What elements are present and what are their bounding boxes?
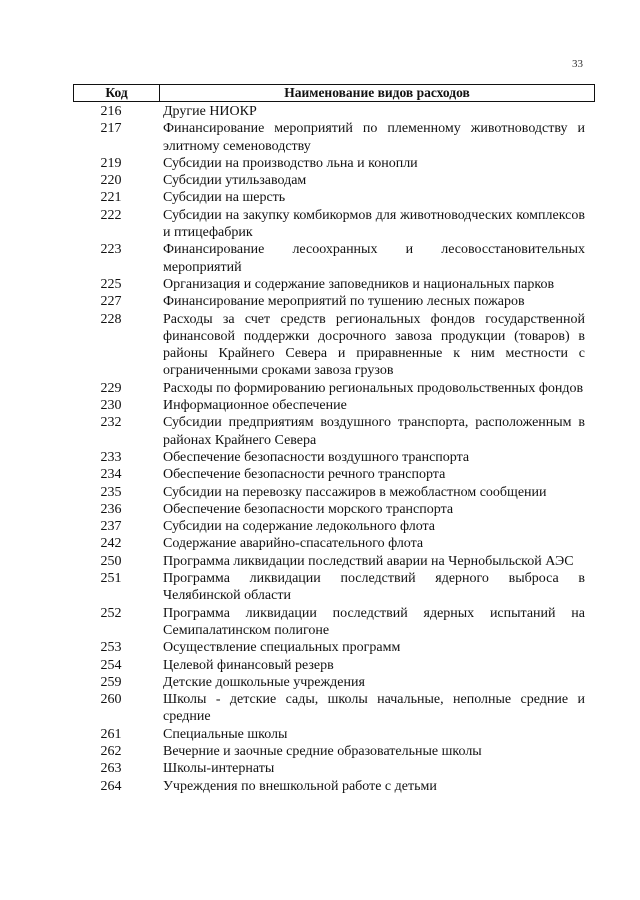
row-name: Обеспечение безопасности речного транспорта <box>163 467 446 483</box>
row-code: 262 <box>100 743 122 759</box>
row-name: Субсидии на шерсть <box>163 190 286 206</box>
row-name: Субсидии на закупку комбикормов для животноводческих комплексов и птицефабрик <box>163 207 585 241</box>
row-name: Вечерние и заочные средние образовательные школы <box>163 743 482 759</box>
table-row <box>73 103 595 120</box>
table-row <box>73 120 595 155</box>
table-row <box>73 449 595 466</box>
row-name: Субсидии на перевозку пассажиров в межобластном сообщении <box>163 484 547 500</box>
table-row <box>73 691 595 726</box>
row-name: Обеспечение безопасности морского транспорта <box>163 501 454 517</box>
row-code: 237 <box>100 519 122 535</box>
row-name: Школы - детские сады, школы начальные, неполные средние и средние <box>163 692 585 725</box>
table-row <box>73 639 595 656</box>
table-row <box>73 172 595 189</box>
table-row <box>73 553 595 570</box>
table-row <box>73 778 595 795</box>
row-code: 250 <box>100 553 122 569</box>
table-row <box>73 657 595 674</box>
table-row <box>73 674 595 691</box>
row-code: 216 <box>100 104 122 119</box>
table-row <box>73 466 595 483</box>
table-row <box>73 605 595 640</box>
row-code: 261 <box>100 726 122 742</box>
row-code: 223 <box>100 242 122 258</box>
row-code: 252 <box>100 605 122 621</box>
row-name: Программа ликвидации последствий аварии на Чернобыльской АЭС <box>163 553 574 569</box>
row-name: Финансирование мероприятий по тушению лесных пожаров <box>163 294 525 310</box>
table-row <box>73 760 595 777</box>
row-code: 236 <box>100 501 122 517</box>
row-code: 222 <box>100 207 122 223</box>
table-row <box>73 311 595 380</box>
row-code: 260 <box>100 692 122 708</box>
row-name: Программа ликвидации последствий ядерных испытаний на Семипалатинском полигоне <box>163 605 585 638</box>
table-row <box>73 293 595 310</box>
row-name: Субсидии предприятиям воздушного транспорта, расположенным в районах Крайнего Севера <box>163 415 585 448</box>
row-name: Субсидии на содержание ледокольного флота <box>163 519 436 535</box>
table-row <box>73 484 595 501</box>
row-name: Специальные школы <box>163 726 288 742</box>
row-code: 253 <box>100 640 122 656</box>
row-code: 233 <box>100 449 122 465</box>
row-name: Субсидии утильзаводам <box>163 173 307 189</box>
table-row <box>73 276 595 293</box>
row-code: 234 <box>100 467 122 483</box>
row-code: 235 <box>100 484 122 500</box>
row-name: Детские дошкольные учреждения <box>163 674 365 690</box>
row-name: Финансирование мероприятий по племенному животноводству и элитному семеноводству <box>163 121 585 154</box>
page-number: 33 <box>572 58 583 70</box>
table-header <box>73 84 595 102</box>
table-row <box>73 155 595 172</box>
row-code: 264 <box>100 778 122 794</box>
table-row <box>73 397 595 414</box>
row-code: 219 <box>100 155 122 171</box>
row-name: Информационное обеспечение <box>163 398 347 414</box>
row-code: 217 <box>100 121 122 137</box>
table-row <box>73 189 595 206</box>
table-row <box>73 518 595 535</box>
row-name: Организация и содержание заповедников и национальных парков <box>163 276 555 292</box>
table-row <box>73 570 595 605</box>
row-name: Расходы по формированию региональных продовольственных фондов <box>163 380 584 396</box>
table-row <box>73 241 595 276</box>
table-row <box>73 535 595 552</box>
expense-table-body <box>73 103 595 795</box>
row-code: 242 <box>100 536 122 552</box>
header-name: Наименование видов расходов <box>284 85 470 100</box>
row-name: Финансирование лесоохранных и лесовосстановительных мероприятий <box>163 242 585 275</box>
row-code: 229 <box>100 380 122 396</box>
header-code: Код <box>74 85 160 101</box>
row-code: 220 <box>100 173 122 189</box>
row-code: 251 <box>100 571 122 587</box>
row-name: Учреждения по внешкольной работе с детьми <box>163 778 437 794</box>
row-name: Обеспечение безопасности воздушного транспорта <box>163 449 470 465</box>
row-name: Осуществление специальных программ <box>163 640 401 656</box>
row-code: 254 <box>100 657 122 673</box>
row-name: Содержание аварийно-спасательного флота <box>163 536 424 552</box>
row-code: 259 <box>100 674 122 690</box>
table-row <box>73 743 595 760</box>
table-row <box>73 207 595 242</box>
table-row <box>73 501 595 518</box>
table-row <box>73 414 595 449</box>
row-code: 230 <box>100 398 122 414</box>
row-name: Субсидии на производство льна и конопли <box>163 155 418 171</box>
row-code: 263 <box>100 761 122 777</box>
row-name: Школы-интернаты <box>163 761 275 777</box>
table-row <box>73 726 595 743</box>
table-row <box>73 380 595 397</box>
row-name: Программа ликвидации последствий ядерного выброса в Челябинской области <box>163 571 585 604</box>
row-code: 228 <box>100 311 122 327</box>
row-code: 232 <box>100 415 122 431</box>
row-name: Расходы за счет средств региональных фондов государственной финансовой поддержки досрочного завоза продукции (товаров) в районы Крайнего Севера и приравненные к ним местности с ограниченными сроками завоза грузов <box>163 311 585 379</box>
row-code: 221 <box>100 190 122 206</box>
row-code: 227 <box>100 294 122 310</box>
row-name: Целевой финансовый резерв <box>163 657 334 673</box>
row-code: 225 <box>100 276 122 292</box>
row-name: Другие НИОКР <box>163 104 257 119</box>
